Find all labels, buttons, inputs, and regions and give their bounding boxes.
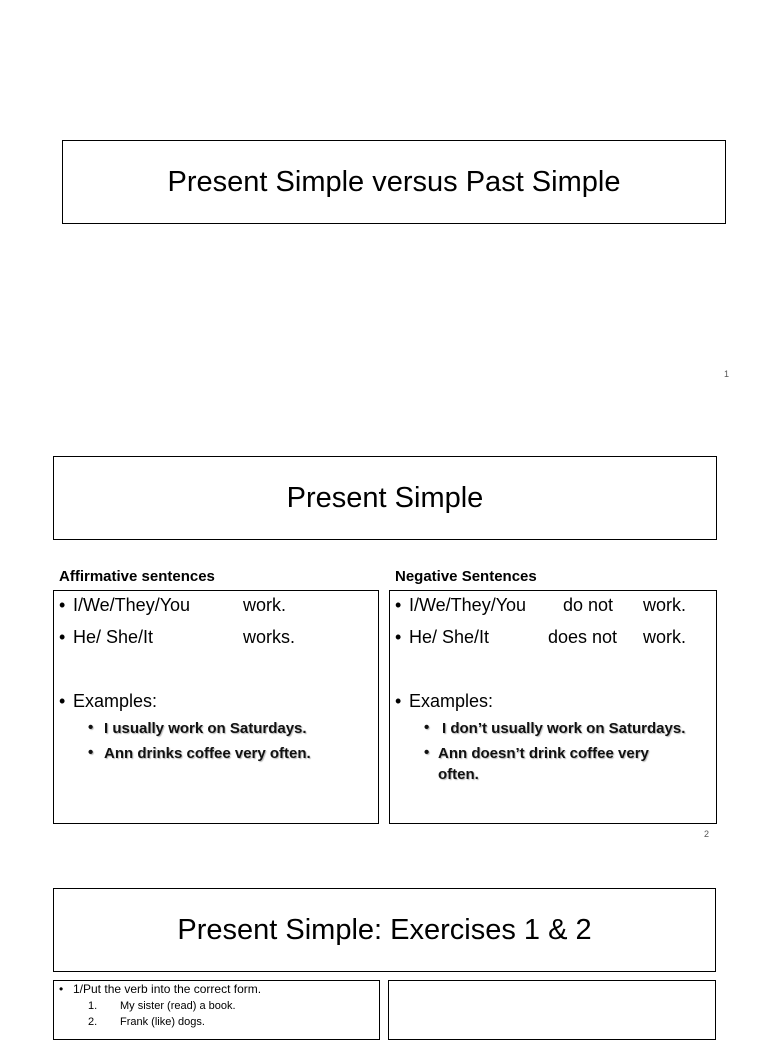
exercise-item-1-num: 1. xyxy=(88,1000,98,1012)
negative-row2-aux: does not xyxy=(548,627,618,647)
bullet: • xyxy=(88,744,94,761)
affirmative-row2-verb: works. xyxy=(243,627,296,647)
negative-examples-label: Examples: xyxy=(409,691,494,711)
exercise-instruction: 1/Put the verb into the correct form. xyxy=(73,982,262,996)
negative-row1-aux: do not xyxy=(563,595,614,615)
slide3-title: Present Simple: Exercises 1 & 2 xyxy=(177,913,592,946)
slide1-title: Present Simple versus Past Simple xyxy=(167,165,621,198)
affirmative-row2-subject: He/ She/It xyxy=(73,627,154,647)
slide2-title-box xyxy=(53,456,717,540)
bullet: • xyxy=(59,691,66,711)
negative-row2-verb: work. xyxy=(643,627,687,647)
slide1-page-number: 1 xyxy=(724,369,730,379)
affirmative-example-1: I usually work on Saturdays. xyxy=(104,720,307,737)
exercise-box-left xyxy=(53,980,380,1040)
affirmative-row1-subject: I/We/They/You xyxy=(73,595,191,615)
bullet: • xyxy=(395,595,402,615)
affirmative-examples-label: Examples: xyxy=(73,691,158,711)
negative-row1-verb: work. xyxy=(643,595,687,615)
negative-example-1: I don’t usually work on Saturdays. xyxy=(442,720,686,737)
negative-row1-subject: I/We/They/You xyxy=(409,595,527,615)
bullet: • xyxy=(395,691,402,711)
negative-example-2: Ann doesn’t drink coffee very often. xyxy=(438,745,649,783)
slide2-title: Present Simple xyxy=(286,481,484,514)
affirmative-heading: Affirmative sentences xyxy=(59,568,215,585)
negative-row2-subject: He/ She/It xyxy=(409,627,490,647)
exercise-item-1: My sister (read) a book. xyxy=(120,1000,236,1012)
bullet: • xyxy=(88,719,94,736)
bullet: • xyxy=(395,627,402,647)
bullet: • xyxy=(424,719,430,736)
affirmative-box xyxy=(53,590,379,824)
negative-heading: Negative Sentences xyxy=(395,568,537,585)
slide1-title-box xyxy=(62,140,726,224)
affirmative-example-2: Ann drinks coffee very often. xyxy=(104,745,311,762)
negative-box xyxy=(389,590,717,824)
slide2-page-number: 2 xyxy=(704,829,710,839)
bullet: • xyxy=(59,982,64,996)
bullet: • xyxy=(424,744,430,761)
slide3-title-box xyxy=(53,888,716,972)
bullet: • xyxy=(59,595,66,615)
exercise-item-2: Frank (like) dogs. xyxy=(120,1016,205,1028)
exercise-item-2-num: 2. xyxy=(88,1016,98,1028)
bullet: • xyxy=(59,627,66,647)
exercise-box-right xyxy=(388,980,716,1040)
affirmative-row1-verb: work. xyxy=(243,595,287,615)
